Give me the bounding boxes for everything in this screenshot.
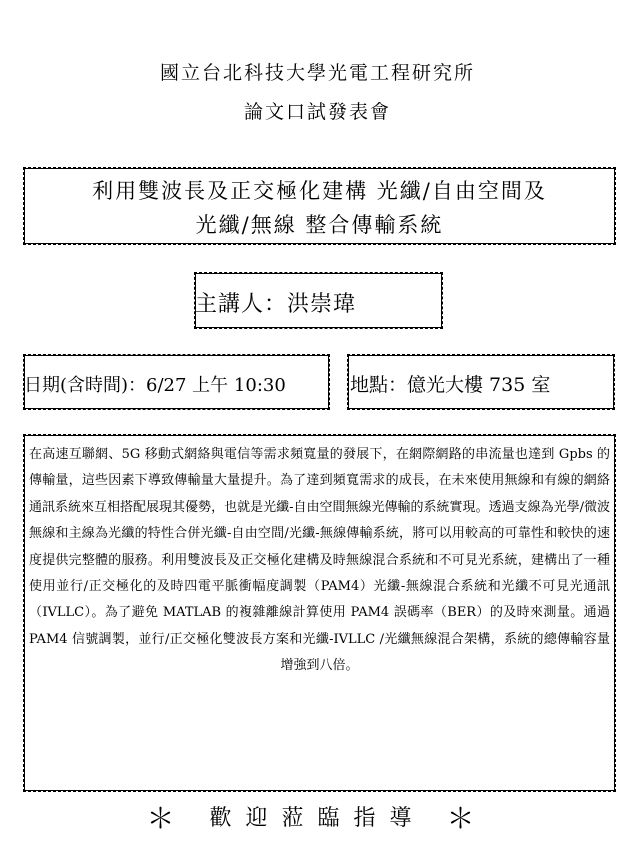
- thesis-title-line-1: 利用雙波長及正交極化建構 光纖/自由空間及: [92, 179, 547, 203]
- datetime-box: [23, 354, 330, 410]
- thesis-title: [24, 174, 615, 242]
- datetime-text: 日期(含時間)：6/27 上午 10:30: [24, 375, 286, 396]
- welcome-footer: [0, 797, 635, 837]
- speaker-name: 主講人：洪崇瑋: [195, 292, 357, 317]
- abstract-box: [23, 434, 616, 792]
- welcome-text: 歡迎蒞臨指導: [209, 806, 426, 831]
- abstract-text: 在高速互聯網、5G 移動式網絡與電信等需求頻寬量的發展下，在網際網路的串流量也達到 Gpbs 的傳輸量，這些因素下導致傳輸量大量提升。為了達到頻寬需求的成長，在未來使用無線和有線的網絡通訊系統來互相搭配展現其優勢，也就是光纖-自由空間無線光傳輸的系統實現。透過支線為光學/微波無線和主線為光纖的特性合併光纖-自由空間/光纖-無線傳輸系統，將可以用較高的可靠性和較快的速度提供完整體的服務。利用雙波長及正交極化建構及時無線混合系統和不可見光系統，建構出了一種使用並行/正交極化的及時四電平脈衝幅度調製（PAM4）光纖-無線混合系統和光纖不可見光通訊（IVLLC）。為了避免 MATLAB 的複雜離線計算使用 PAM4 誤碼率（BER）的及時來測量。通過 PAM4 信號調製，並行/正交極化雙波長方案和光纖-IVLLC /光纖無線混合架構，系統的總傳輸容量增強到八倍。: [29, 447, 610, 674]
- speaker-box: [194, 272, 443, 329]
- star-icon: ＊: [146, 802, 189, 835]
- thesis-title-box: [23, 167, 616, 245]
- star-icon: ＊: [446, 802, 489, 835]
- location-box: [347, 354, 615, 410]
- location-text: 地點：億光大樓 735 室: [350, 374, 551, 396]
- institute-name: 國立台北科技大學光電工程研究所: [159, 62, 475, 84]
- event-title: 論文口試發表會: [243, 101, 391, 123]
- thesis-title-line-2: 光纖/無線 整合傳輸系統: [195, 213, 444, 237]
